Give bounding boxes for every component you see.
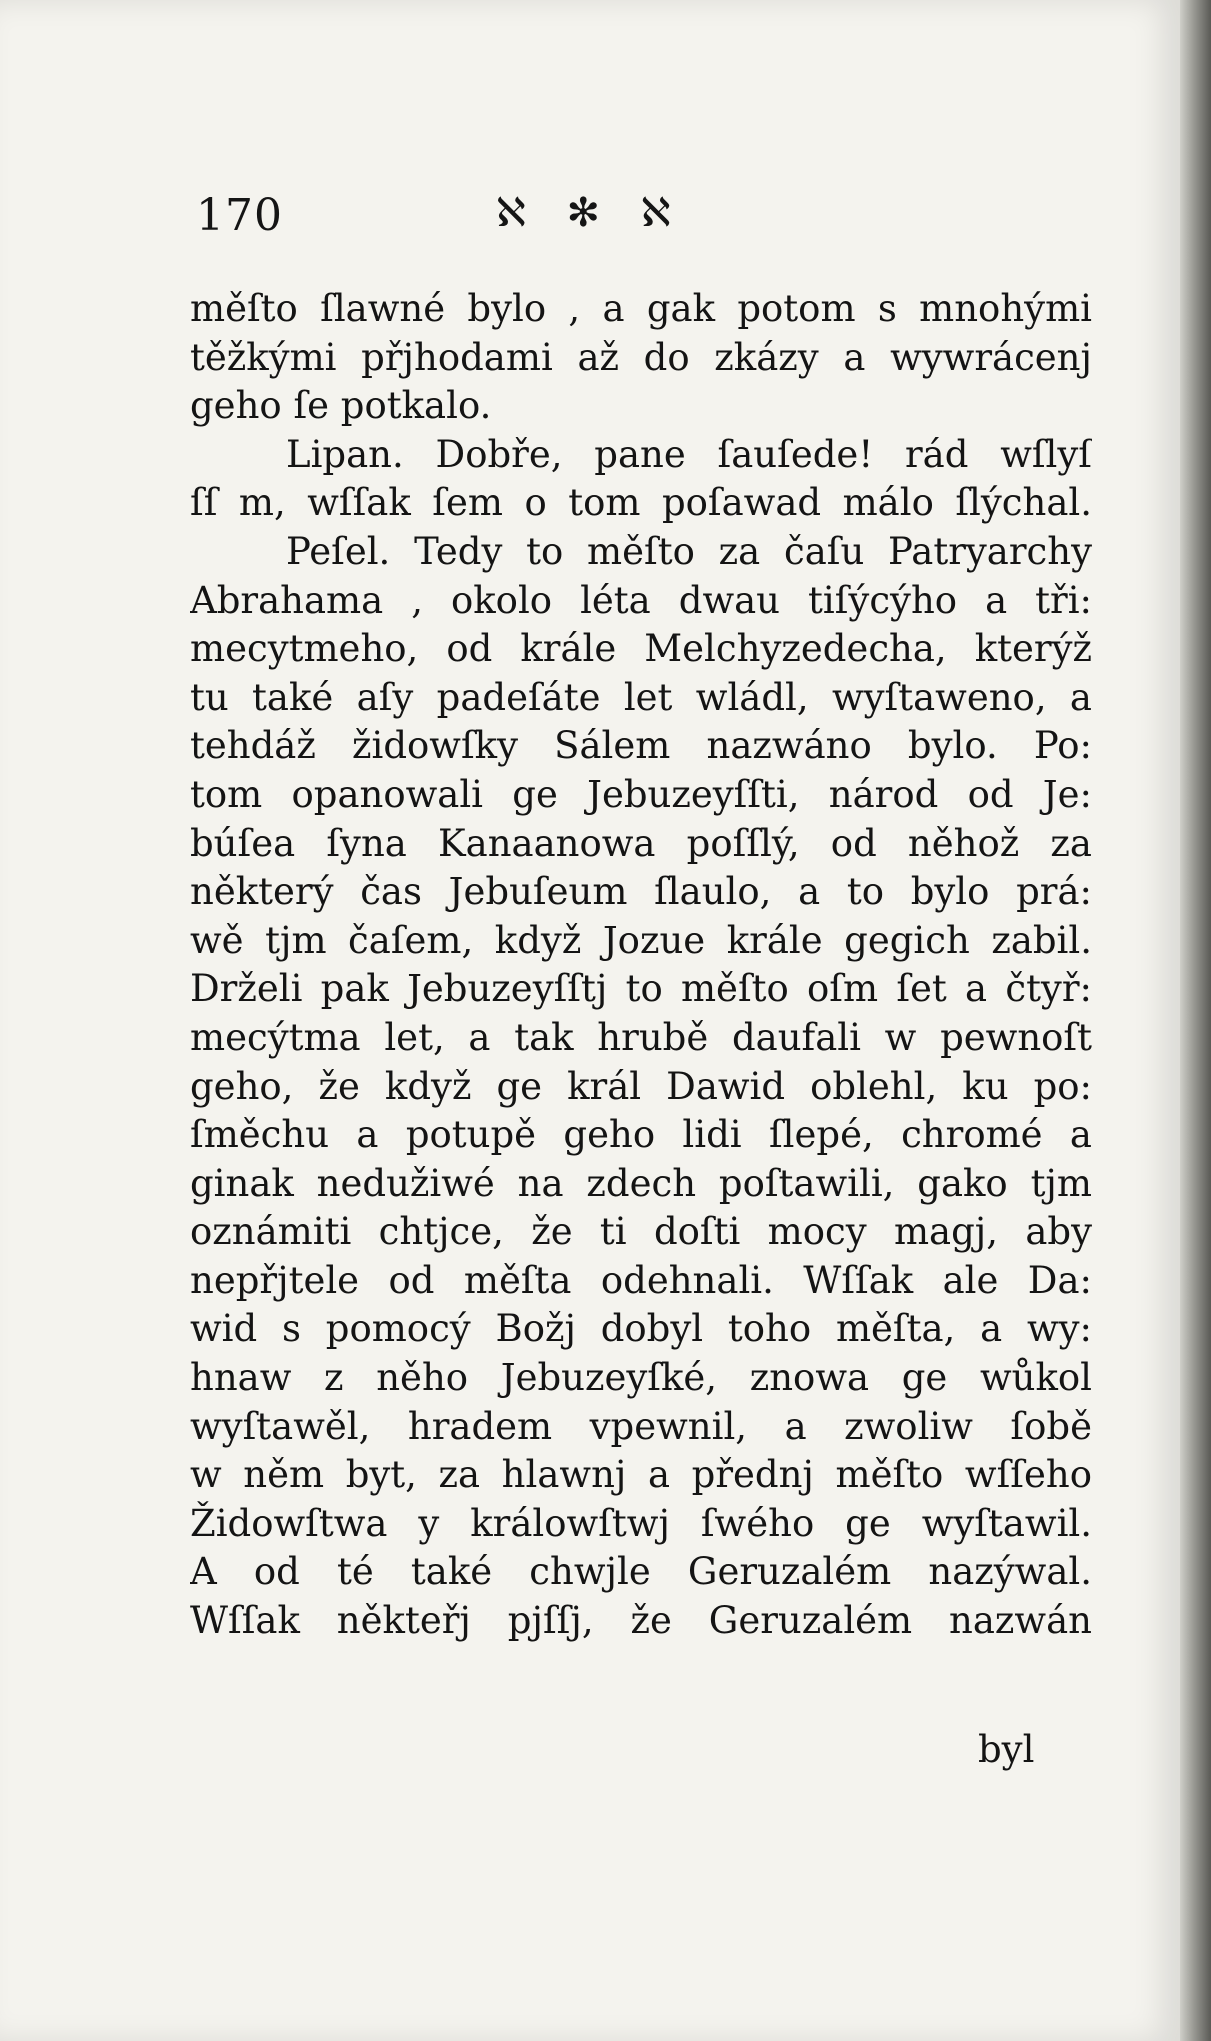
text-line: měſto ſlawné bylo , a gak potom s mnohými xyxy=(190,287,1092,330)
text-line: Židowſtwa y králowſtwj ſwého ge wyſtawil. xyxy=(190,1501,1092,1545)
catchword: byl xyxy=(978,1728,1035,1771)
text-line: nepřjtele od měſta odehnali. Wſſak ale Da: xyxy=(190,1258,1092,1302)
text-line: A od té také chwjle Geruzalém nazýwal. xyxy=(190,1550,1092,1594)
text-line: mecytmeho, od krále Melchyzedecha, kterýž xyxy=(190,627,1092,671)
text-line: geho, že když ge král Dawid oblehl, ku po: xyxy=(190,1064,1092,1108)
page-header xyxy=(196,190,816,250)
text-line: wyſtawěl, hradem vpewnil, a zwoliw ſobě xyxy=(190,1404,1092,1448)
text-line: Wſſak někteřj pjſſj, že Geruzalém nazwán xyxy=(190,1599,1092,1643)
ornament-icon xyxy=(496,190,699,240)
text-line: tom opanowali ge Jebuzeyſſti, národ od Je: xyxy=(190,772,1092,816)
text-line: tu také aſy padeſáte let wládl, wyſtaweno, a xyxy=(190,675,1092,719)
text-line: hnaw z něho Jebuzeyſké, znowa ge wůkol xyxy=(190,1356,1092,1400)
book-edge xyxy=(1180,0,1211,2041)
text-line: ginak nedužiwé na zdech poſtawili, gako tjm xyxy=(190,1161,1092,1205)
page-number: 170 xyxy=(196,190,283,241)
text-line: wě tjm čaſem, když Jozue krále gegich zabil. xyxy=(190,918,1092,962)
text-line: Drželi pak Jebuzeyſſtj to měſto oſm ſet a čtyř: xyxy=(190,967,1092,1011)
text-line: wid s pomocý Božj dobyl toho měſta, a wy: xyxy=(190,1307,1092,1351)
body-text xyxy=(190,285,1092,1646)
text-line: oznámiti chtjce, že ti doſti mocy magj, aby xyxy=(190,1210,1092,1254)
text-line: ſſ m, wſſak ſem o tom poſawad málo ſlýchal. xyxy=(190,481,1092,525)
text-line: Lipan. Dobře, pane ſauſede! rád wſlyſ xyxy=(286,432,1092,476)
text-line: ſměchu a potupě geho lidi ſlepé, chromé a xyxy=(190,1113,1092,1157)
text-line: w něm byt, za hlawnj a přednj měſto wſſeho xyxy=(190,1453,1092,1497)
text-line: těžkými přjhodami až do zkázy a wywrácenj xyxy=(190,335,1092,379)
text-line: búſea ſyna Kanaanowa poſſlý, od něhož za xyxy=(190,821,1092,865)
text-line: geho ſe potkalo. xyxy=(190,384,492,428)
ornament-left: ℵ xyxy=(496,190,526,236)
text-line: Abrahama , okolo léta dwau tiſýcýho a tři: xyxy=(190,578,1092,622)
ornament-center: ✻ xyxy=(566,190,601,236)
text-line: tehdáž židowſky Sálem nazwáno bylo. Po: xyxy=(190,724,1092,768)
text-line: některý čas Jebuſeum ſlaulo, a to bylo prá: xyxy=(190,870,1092,914)
text-line: Peſel. Tedy to měſto za čaſu Patryarchy xyxy=(286,529,1092,573)
text-line: mecýtma let, a tak hrubě daufali w pewnoſt xyxy=(190,1015,1092,1059)
ornament-right: ℵ xyxy=(640,190,671,236)
